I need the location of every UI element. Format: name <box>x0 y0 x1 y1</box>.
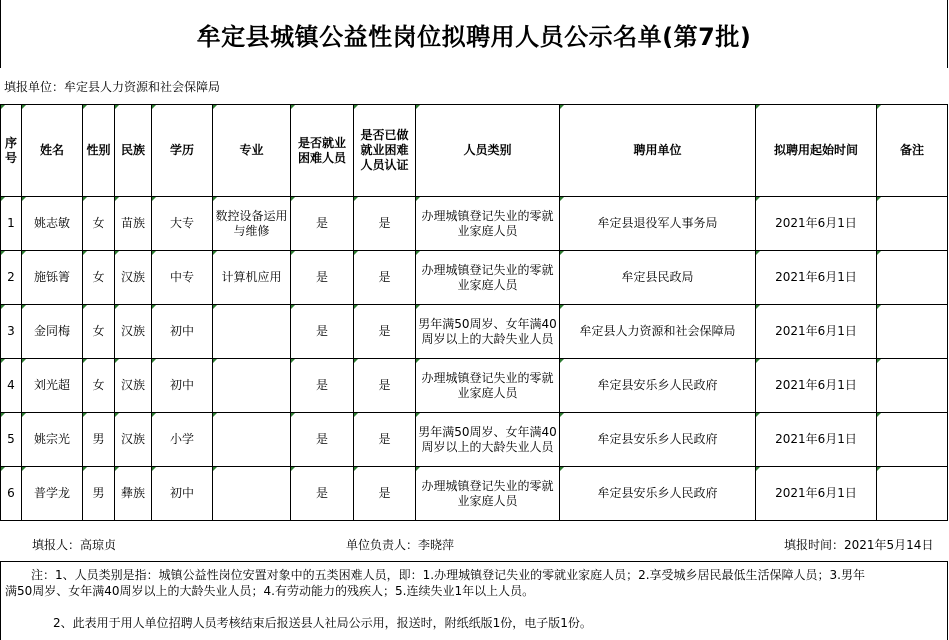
cell-start-date: 2021年6月1日 <box>756 359 877 413</box>
cell-education: 初中 <box>152 467 213 521</box>
cell-category: 男年满50周岁、女年满40周岁以上的大龄失业人员 <box>416 305 560 359</box>
header-gender: 性别 <box>83 105 115 197</box>
note-1-line-2: 满50周岁、女年满40周岁以上的大龄失业人员；4.有劳动能力的残疾人；5.连续失业1年以上人员。 <box>5 584 535 598</box>
cell-remarks <box>877 359 948 413</box>
cell-education: 中专 <box>152 251 213 305</box>
cell-major: 计算机应用 <box>213 251 291 305</box>
cell-gender: 男 <box>83 467 115 521</box>
cell-name: 施铄箐 <box>22 251 83 305</box>
cell-major <box>213 413 291 467</box>
cell-hard-to-employ: 是 <box>291 359 354 413</box>
note-2: 2、此表用于用人单位招聘人员考核结束后报送县人社局公示用，报送时，附纸纸版1份，电子版1份。 <box>53 616 592 630</box>
notes-section <box>0 561 948 640</box>
cell-employer: 牟定县人力资源和社会保障局 <box>560 305 756 359</box>
cell-major: 数控设备运用与维修 <box>213 197 291 251</box>
cell-certified: 是 <box>354 359 416 413</box>
unit-head-label: 单位负责人：李晓萍 <box>346 538 455 552</box>
table-row <box>1 251 948 305</box>
cell-start-date: 2021年6月1日 <box>756 251 877 305</box>
cell-employer: 牟定县安乐乡人民政府 <box>560 359 756 413</box>
cell-hard-to-employ: 是 <box>291 413 354 467</box>
cell-education: 大专 <box>152 197 213 251</box>
cell-education: 初中 <box>152 359 213 413</box>
title-row <box>0 0 948 68</box>
cell-gender: 男 <box>83 413 115 467</box>
header-ethnicity: 民族 <box>115 105 152 197</box>
cell-hard-to-employ: 是 <box>291 251 354 305</box>
cell-start-date: 2021年6月1日 <box>756 305 877 359</box>
cell-remarks <box>877 197 948 251</box>
header-index: 序号 <box>1 105 22 197</box>
cell-start-date: 2021年6月1日 <box>756 413 877 467</box>
cell-major <box>213 359 291 413</box>
filler-label: 填报人：高琼贞 <box>32 538 117 552</box>
cell-index: 5 <box>1 413 22 467</box>
table-row <box>1 467 948 521</box>
cell-education: 小学 <box>152 413 213 467</box>
table-row <box>1 359 948 413</box>
cell-gender: 女 <box>83 305 115 359</box>
cell-ethnicity: 汉族 <box>115 413 152 467</box>
cell-index: 1 <box>1 197 22 251</box>
cell-certified: 是 <box>354 467 416 521</box>
roster-table <box>0 104 948 521</box>
cell-major <box>213 305 291 359</box>
cell-name: 普学龙 <box>22 467 83 521</box>
cell-index: 6 <box>1 467 22 521</box>
cell-category: 办理城镇登记失业的零就业家庭人员 <box>416 251 560 305</box>
cell-name: 金同梅 <box>22 305 83 359</box>
cell-category: 男年满50周岁、女年满40周岁以上的大龄失业人员 <box>416 413 560 467</box>
cell-ethnicity: 汉族 <box>115 305 152 359</box>
cell-hard-to-employ: 是 <box>291 467 354 521</box>
cell-remarks <box>877 467 948 521</box>
cell-category: 办理城镇登记失业的零就业家庭人员 <box>416 197 560 251</box>
table-row <box>1 413 948 467</box>
header-employer: 聘用单位 <box>560 105 756 197</box>
header-certified: 是否已做就业困难人员认证 <box>354 105 416 197</box>
cell-gender: 女 <box>83 197 115 251</box>
roster-body <box>1 197 948 521</box>
cell-employer: 牟定县民政局 <box>560 251 756 305</box>
cell-education: 初中 <box>152 305 213 359</box>
cell-remarks <box>877 305 948 359</box>
cell-employer: 牟定县退役军人事务局 <box>560 197 756 251</box>
cell-hard-to-employ: 是 <box>291 305 354 359</box>
cell-name: 姚志敏 <box>22 197 83 251</box>
header-major: 专业 <box>213 105 291 197</box>
cell-gender: 女 <box>83 359 115 413</box>
reporter-unit: 填报单位：牟定县人力资源和社会保障局 <box>4 80 221 94</box>
cell-name: 姚宗光 <box>22 413 83 467</box>
cell-category: 办理城镇登记失业的零就业家庭人员 <box>416 467 560 521</box>
cell-start-date: 2021年6月1日 <box>756 197 877 251</box>
cell-certified: 是 <box>354 197 416 251</box>
cell-hard-to-employ: 是 <box>291 197 354 251</box>
cell-remarks <box>877 413 948 467</box>
header-name: 姓名 <box>22 105 83 197</box>
cell-index: 4 <box>1 359 22 413</box>
cell-ethnicity: 苗族 <box>115 197 152 251</box>
cell-employer: 牟定县安乐乡人民政府 <box>560 413 756 467</box>
cell-major <box>213 467 291 521</box>
cell-certified: 是 <box>354 413 416 467</box>
table-row <box>1 305 948 359</box>
table-row <box>1 197 948 251</box>
cell-certified: 是 <box>354 251 416 305</box>
cell-index: 3 <box>1 305 22 359</box>
note-1-line-1: 注：1、人员类别是指：城镇公益性岗位安置对象中的五类困难人员，即：1.办理城镇登记失业的零就业家庭人员；2.享受城乡居民最低生活保障人员；3.男年 <box>31 568 865 582</box>
cell-gender: 女 <box>83 251 115 305</box>
cell-ethnicity: 汉族 <box>115 251 152 305</box>
cell-remarks <box>877 251 948 305</box>
cell-name: 刘光超 <box>22 359 83 413</box>
cell-ethnicity: 彝族 <box>115 467 152 521</box>
cell-start-date: 2021年6月1日 <box>756 467 877 521</box>
cell-category: 办理城镇登记失业的零就业家庭人员 <box>416 359 560 413</box>
header-hard-to-employ: 是否就业困难人员 <box>291 105 354 197</box>
page-title: 牟定县城镇公益性岗位拟聘用人员公示名单(第7批) <box>196 22 752 51</box>
header-category: 人员类别 <box>416 105 560 197</box>
fill-date-label: 填报时间：2021年5月14日 <box>784 538 934 552</box>
cell-index: 2 <box>1 251 22 305</box>
header-row <box>1 105 948 197</box>
cell-employer: 牟定县安乐乡人民政府 <box>560 467 756 521</box>
header-education: 学历 <box>152 105 213 197</box>
cell-certified: 是 <box>354 305 416 359</box>
header-start-date: 拟聘用起始时间 <box>756 105 877 197</box>
header-remarks: 备注 <box>877 105 948 197</box>
cell-ethnicity: 汉族 <box>115 359 152 413</box>
